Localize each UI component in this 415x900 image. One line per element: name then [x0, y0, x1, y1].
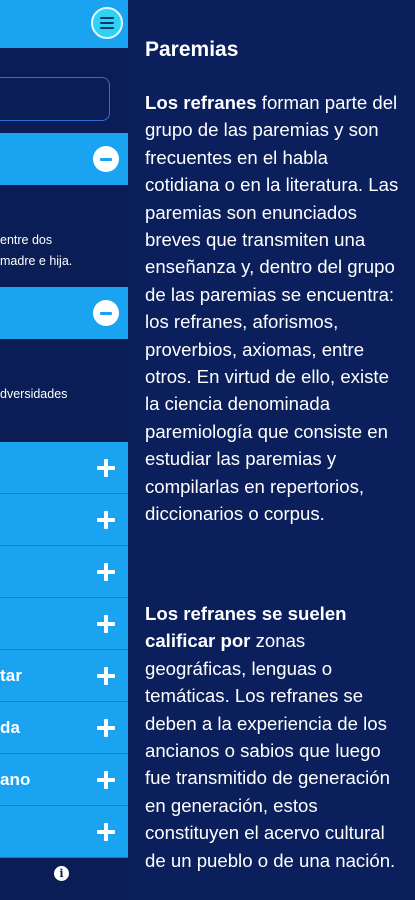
drawer-item-label: tar [0, 666, 23, 685]
plus-icon[interactable] [97, 459, 115, 477]
info-icon[interactable]: i [54, 866, 69, 881]
minus-circle-icon[interactable] [93, 146, 119, 172]
plus-icon[interactable] [97, 823, 115, 841]
drawer-item-8[interactable] [0, 806, 128, 858]
drawer-item-label: da [0, 718, 21, 737]
drawer-item-3[interactable] [0, 546, 128, 598]
accordion-section-2-header[interactable] [0, 287, 128, 339]
article-paragraph-2 [145, 600, 407, 874]
accordion-section-1-header[interactable] [0, 133, 128, 185]
paragraph-1-lead: Los refranes [145, 92, 257, 113]
hamburger-menu-button[interactable] [91, 7, 123, 39]
plus-icon[interactable] [97, 771, 115, 789]
paragraph-2-text: zonas geográficas, lenguas o temáticas. Los refranes se deben a la experiencia de los ancianos o sabios que luego fue transmitido de generación en generación, estos constituyen el acervo cultural de un pueblo o de una nación. [145, 630, 396, 871]
page-title: Paremias [145, 38, 239, 61]
article-content [128, 0, 415, 900]
drawer-item-5[interactable] [0, 650, 128, 702]
accordion-section-1-content [0, 230, 128, 272]
navigation-drawer [0, 0, 128, 900]
minus-circle-icon[interactable] [93, 300, 119, 326]
plus-icon[interactable] [97, 563, 115, 581]
accordion-section-2-content [0, 384, 128, 405]
plus-icon[interactable] [97, 667, 115, 685]
drawer-item-2[interactable] [0, 494, 128, 546]
section-2-text-line-1: dversidades [0, 387, 68, 401]
drawer-item-7[interactable] [0, 754, 128, 806]
search-field[interactable] [0, 77, 110, 121]
paragraph-1-text: forman parte del grupo de las paremias y son frecuentes en el habla cotidiana o en la literatura. Las paremias son enunciados breves que transmiten una enseñanza y, dentro del grupo de las paremias se encuentra: los refranes, aforismos, proverbios, axiomas, entre otros. En virtud de ello, existe la ciencia denominada paremiología que consiste en estudiar las paremias y compilarlas en repertorios, diccionarios o corpus. [145, 92, 399, 525]
drawer-item-1[interactable] [0, 442, 128, 494]
hamburger-menu-icon [100, 17, 114, 29]
plus-icon[interactable] [97, 511, 115, 529]
section-1-text-line-2: madre e hija. [0, 254, 73, 268]
drawer-item-label: ano [0, 770, 31, 789]
article-paragraph-1 [145, 89, 407, 528]
paragraph-2-lead: Los refranes se suelen calificar por [145, 603, 347, 652]
search-input[interactable] [0, 78, 109, 120]
section-1-text-line-1: entre dos [0, 233, 53, 247]
drawer-item-4[interactable] [0, 598, 128, 650]
plus-icon[interactable] [97, 615, 115, 633]
plus-icon[interactable] [97, 719, 115, 737]
drawer-top-bar [0, 0, 128, 48]
drawer-item-6[interactable] [0, 702, 128, 754]
